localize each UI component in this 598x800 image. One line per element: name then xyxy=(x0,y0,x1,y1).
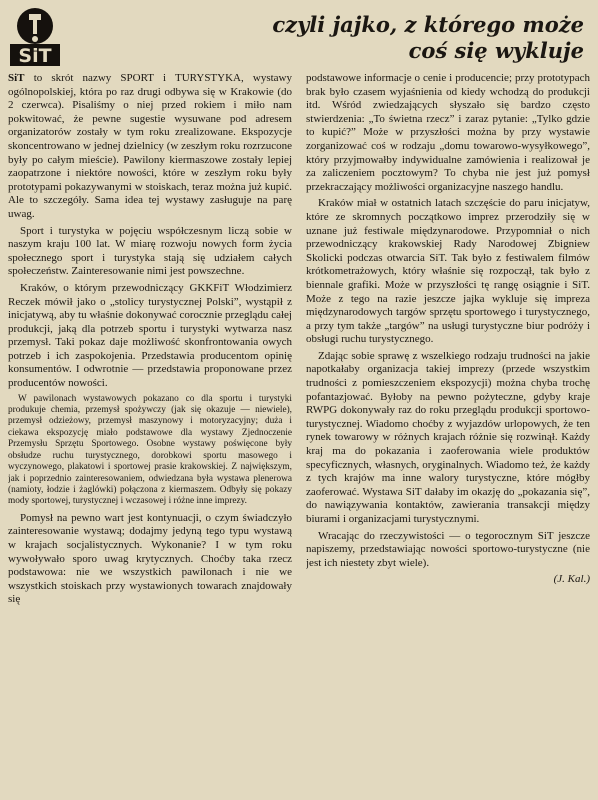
small-print-paragraph: W pawilonach wystawowych pokazano co dla sportu i turystyki produkuje chemia, przemysł spożywczy (jak się okazuje — niewiele), przemysł odzieżowy, przemysł maszynowy i motoryzacyjny; duża i ciekawa ekspozycję miało podstawowe dla wystawy Zjednoczenie Przemysłu Sprzętu Sportowego. Osobne wystawy poświęcone były obsłudze ruchu turystycznego, dorobkowi sportu masowego i wyczynowego, plakatowi i sportowej prasie krakowskiej. Z największym, jak i poprzednio zainteresowaniem, odwiedzana była wystawa plenerowa (namioty, łodzie i żaglówki) połączona z kiermaszem. Odbyły się pokazy mody sportowej, turystycznej i wczasowej i różne inne imprezy. xyxy=(8,393,292,507)
headline-line-2: coś się wykluje xyxy=(408,38,584,63)
logo-text: SiT xyxy=(18,45,52,67)
paragraph: Sport i turystyka w pojęciu współczesnym liczą sobie w naszym kraju 100 lat. W miarę rozwoju nowych form życia społecznego sport i turystyka stają się udziałem całych społeczeństw. Zainteresowanie nimi jest powszechne. xyxy=(8,224,292,278)
paragraph: Pomysł na pewno wart jest kontynuacji, o czym świadczyło zainteresowanie wystawą; dodajmy jedyną tego typu wystawą w krajach socjalistycznych. Wykonanie? I w tym roku wywoływało sporo uwag krytycznych. Choćby taka rzecz podstawowa: nie we wszystkich pawilonach i nie we wszystkich stoiskach przy wystawionych towarach znajdowały się xyxy=(8,511,292,606)
paragraph: podstawowe informacje o cenie i producencie; przy prototypach brak było czasem wyjaśnienia od kiedy wchodzą do produkcji itd. Wśród zwiedzających słyszało się bardzo często stwierdzenia: „To świetna rzecz” i zaraz pytanie: „Tylko gdzie to kupić?” Może w przyszłości można by przy wystawie zorganizować coś w rodzaju „domu towarowo-wysyłkowego”, który przyjmowałby indywidualne zamówienia i realizował je za zaliczeniem pocztowym? To chyba nie jest już pomysł przekraczający możliwości organizacyjne naszego handlu. xyxy=(306,72,590,193)
lead-word: SiT xyxy=(8,72,25,84)
column-right xyxy=(306,72,590,796)
article-header xyxy=(8,4,590,74)
headline xyxy=(70,12,584,64)
paragraph: Wracając do rzeczywistości — o tegorocznym SiT jeszcze napiszemy, przedstawiając nowości sportowo-turystyczne (nie jest ich niestety zbyt wiele). xyxy=(306,529,590,569)
sit-logo xyxy=(10,6,60,68)
column-left xyxy=(8,72,292,796)
byline: (J. Kal.) xyxy=(553,573,590,586)
headline-line-1: czyli jajko, z którego może xyxy=(272,12,584,37)
article-body xyxy=(8,72,590,796)
paragraph-text: to skrót nazwy SPORT i TURYSTYKA, wystawy ogólnopolskiej, która po raz drugi odbywa się w Krakowie (do 2 czerwca). Pisaliśmy o niej przed rokiem i miło nam pokwitować, że pewne sugestie wysuwane pod adresem organizatorów zostały w tym roku zrealizowane. Ekspozycje skoncentrowano w jednej dzielnicy (w zeszłym roku rozrzucone były po całym mieście). Pawilony kiermaszowe zostały lepiej zaopatrzone i niektóre nowości, które w zeszłym roku były prototypami pokazywanymi w stoiskach, teraz można już kupić. Ale to szczegóły. Sama idea tej wystawy zasługuje na parę uwag. xyxy=(8,72,292,220)
paragraph: Zdając sobie sprawę z wszelkiego rodzaju trudności na jakie napotkałaby organizacja takiej imprezy (przede wszystkim trudności z pomieszczeniem ekspozycji) można chyba trochę pofantazjować. Byłoby na pewno pożyteczne, gdyby kraje RWPG dokonywały raz do roku przeglądu produkcji sportowo-turystycznej. Wiadomo choćby z wyjazdów urlopowych, że ten rynek towarowy w różnych krajach różnie się rozwinął. Każdy kraj ma do pokazania i zaoferowania wiele produktów specyficznych, własnych, oryginalnych. Wiadomo też, że każdy z tych krajów ma inne walory turystyczne, które mógłby zaoferować. Wystawa SiT dałaby im okazję do „pokazania się”, do nawiązywania kontaktów, zawierania transakcji między biurami i organizacjami turystycznymi. xyxy=(306,349,590,525)
paragraph: Kraków, o którym przewodniczący GKKFiT Włodzimierz Reczek mówił jako o „stolicy turystycznej Polski”, wystąpił z inicjatywą, aby tu właśnie dokonywać corocznie przeglądu całej produkcji, jaką dla potrzeb sportu i turystyki wytwarza nasz przemysł. Taki pokaz daje możliwość skonfrontowania owych potrzeb i ich zaspokojenia. Przedstawia producentom opinię konsumentów. I odwrotnie — przedstawia proponowane przez producentów nowości. xyxy=(8,281,292,390)
paragraph xyxy=(8,72,292,222)
paragraph: Kraków miał w ostatnich latach szczęście do paru inicjatyw, które ze skromnych początkowo imprez przerodziły się w uznane już festiwale międzynarodowe. Przypomniał o nich przewodniczący krakowskiej Rady Narodowej Zbigniew Skolicki podczas otwarcia SiT. Tak było z festiwalem filmów krótkometrażowych, który właśnie się rozpoczął, tak było z biennale grafiki. Może w przyszłości tę rangę osiągnie i SiT. Może z tego na razie jeszcze jajka wykluje się impreza międzynarodowych targów sprzętu sportowego i turystycznego, a przy tym także „targów” na usługi turystyczne biur podróży i obsługi ruchu turystycznego. xyxy=(306,197,590,346)
ball-icon xyxy=(10,6,60,68)
